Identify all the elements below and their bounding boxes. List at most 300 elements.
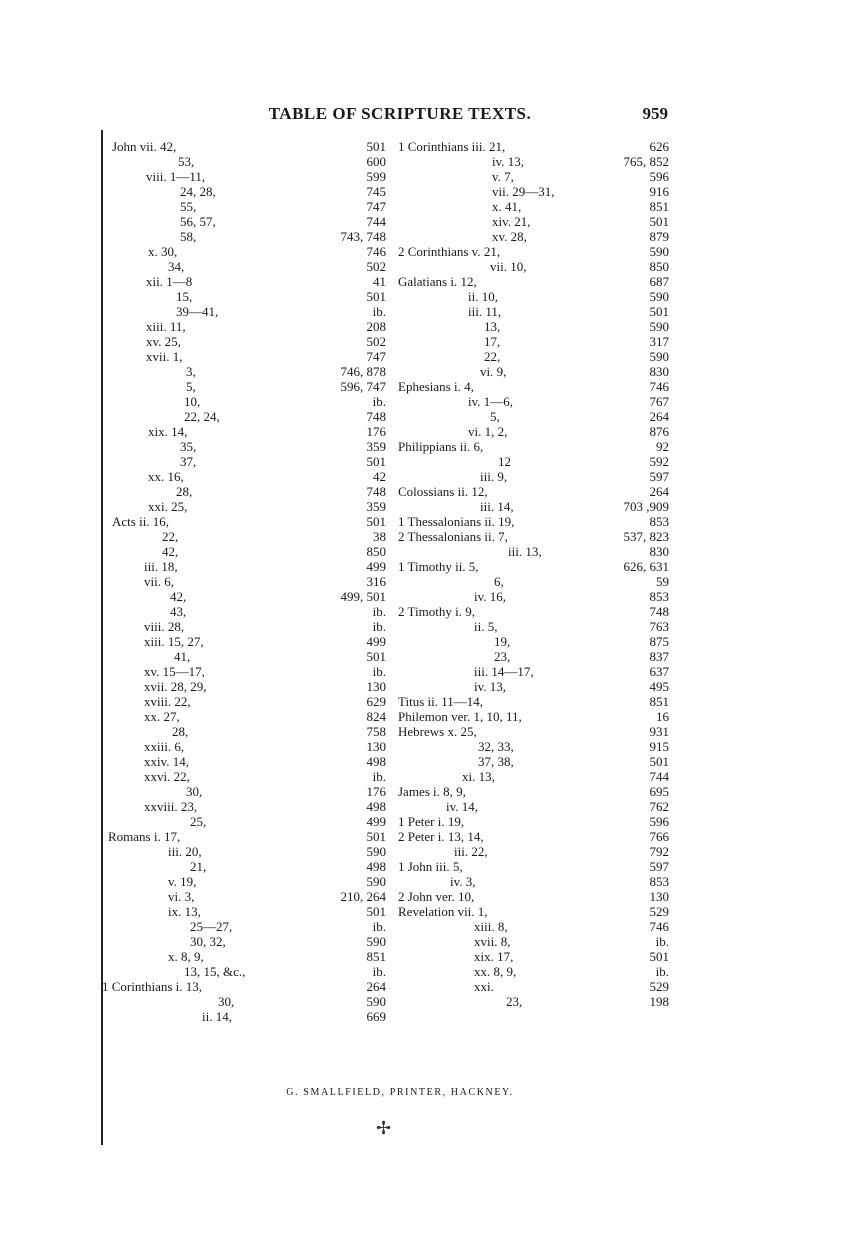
page-reference: ib. — [655, 964, 669, 979]
scripture-reference: xiv. 21, — [492, 214, 531, 229]
scripture-reference: ii. 5, — [474, 619, 498, 634]
index-entry — [112, 409, 386, 424]
page-reference: 590 — [649, 244, 669, 259]
scripture-reference: 42, — [162, 544, 179, 559]
index-entry — [112, 169, 386, 184]
index-entry — [112, 784, 386, 799]
index-entry — [398, 784, 669, 799]
scripture-reference: 13, 15, &c., — [184, 964, 246, 979]
scripture-reference: ix. 13, — [168, 904, 201, 919]
index-entry — [108, 829, 386, 844]
page-reference: 745 — [366, 184, 386, 199]
scripture-reference: xvii. 1, — [146, 349, 183, 364]
scripture-reference: 2 Timothy i. 9, — [398, 604, 475, 619]
index-entry — [398, 799, 669, 814]
scripture-reference: xvii. 28, 29, — [144, 679, 207, 694]
scripture-reference: xi. 13, — [462, 769, 495, 784]
page-reference: 747 — [366, 199, 386, 214]
index-entry — [398, 619, 669, 634]
page-reference: 42 — [373, 469, 386, 484]
page-reference: 502 — [366, 334, 386, 349]
index-entry — [398, 514, 669, 529]
page-reference: 498 — [366, 859, 386, 874]
index-entry — [112, 334, 386, 349]
index-entry — [398, 259, 669, 274]
index-entry — [112, 394, 386, 409]
scripture-reference: Romans i. 17, — [108, 829, 181, 844]
scripture-reference: xv. 25, — [146, 334, 181, 349]
index-entry — [398, 364, 669, 379]
page-reference: 590 — [649, 319, 669, 334]
index-entry — [398, 829, 669, 844]
page-reference: ib. — [372, 769, 386, 784]
scripture-reference: Acts ii. 16, — [112, 514, 170, 529]
scripture-reference: x. 30, — [148, 244, 178, 259]
scripture-reference: 2 Corinthians v. 21, — [398, 244, 501, 259]
index-entry — [398, 274, 669, 289]
page-reference: 499 — [366, 634, 386, 649]
scripture-reference: xxiii. 6, — [144, 739, 185, 754]
index-entry — [112, 769, 386, 784]
page-reference: 758 — [366, 724, 386, 739]
page-reference: 931 — [649, 724, 669, 739]
page-reference: ib. — [655, 934, 669, 949]
index-entry — [112, 499, 386, 514]
index-entry — [112, 679, 386, 694]
scripture-reference: 32, 33, — [478, 739, 514, 754]
page-reference: 597 — [649, 859, 669, 874]
page-reference: 501 — [366, 139, 386, 154]
scripture-reference: xxvi. 22, — [144, 769, 190, 784]
index-entry — [112, 154, 386, 169]
index-entry — [398, 874, 669, 889]
page-reference: 626, 631 — [623, 559, 669, 574]
page-reference: 596, 747 — [340, 379, 386, 394]
index-entry — [398, 439, 669, 454]
scripture-reference: 30, — [186, 784, 203, 799]
index-entry — [398, 169, 669, 184]
scripture-reference: iv. 16, — [474, 589, 507, 604]
page-reference: 501 — [366, 454, 386, 469]
index-entry — [398, 919, 669, 934]
index-entry — [398, 724, 669, 739]
scripture-reference: xiii. 8, — [474, 919, 508, 934]
page-reference: 38 — [373, 529, 386, 544]
page-reference: ib. — [372, 604, 386, 619]
index-entry — [112, 889, 386, 904]
scripture-reference: xxi. — [474, 979, 494, 994]
page-reference: 599 — [366, 169, 386, 184]
scripture-reference: iv. 14, — [446, 799, 479, 814]
scripture-reference: iii. 11, — [468, 304, 502, 319]
index-entry — [112, 424, 386, 439]
scripture-reference: 35, — [180, 439, 197, 454]
page-reference: 529 — [649, 979, 669, 994]
scripture-reference: v. 19, — [168, 874, 197, 889]
index-entry — [112, 709, 386, 724]
scripture-reference: iii. 14—17, — [474, 664, 534, 679]
index-entry — [112, 259, 386, 274]
page-reference: 637 — [649, 664, 669, 679]
index-entry — [112, 484, 386, 499]
scripture-reference: 53, — [178, 154, 195, 169]
scripture-reference: 5, — [186, 379, 196, 394]
scripture-reference: iv. 13, — [474, 679, 507, 694]
scripture-reference: Philippians ii. 6, — [398, 439, 484, 454]
index-entry — [112, 514, 386, 529]
page-reference: 824 — [366, 709, 386, 724]
index-entry — [112, 754, 386, 769]
page-reference: 850 — [649, 259, 669, 274]
index-entry — [398, 529, 669, 544]
scripture-reference: 6, — [494, 574, 504, 589]
index-entry — [398, 649, 669, 664]
index-entry — [398, 979, 669, 994]
scripture-reference: x. 8, 9, — [168, 949, 204, 964]
page-reference: 763 — [649, 619, 669, 634]
index-entry — [112, 349, 386, 364]
page-reference: 359 — [366, 439, 386, 454]
scripture-reference: xiii. 15, 27, — [144, 634, 204, 649]
scripture-reference: Hebrews x. 25, — [398, 724, 477, 739]
page-reference: 596 — [649, 169, 669, 184]
scripture-reference: Ephesians i. 4, — [398, 379, 474, 394]
scripture-reference: 25, — [190, 814, 207, 829]
page-reference: 915 — [649, 739, 669, 754]
page-reference: 851 — [649, 199, 669, 214]
page-reference: 208 — [366, 319, 386, 334]
scripture-reference: 34, — [168, 259, 185, 274]
page-reference: 596 — [649, 814, 669, 829]
scripture-reference: 19, — [494, 634, 511, 649]
index-entry — [398, 994, 669, 1009]
page-reference: 792 — [649, 844, 669, 859]
page-reference: 501 — [366, 829, 386, 844]
page-reference: 130 — [366, 739, 386, 754]
index-entry — [398, 544, 669, 559]
page-reference: 495 — [649, 679, 669, 694]
page-reference: 501 — [649, 754, 669, 769]
index-entry — [398, 394, 669, 409]
scripture-reference: 22, 24, — [184, 409, 220, 424]
page-reference: 501 — [649, 949, 669, 964]
page-reference: 597 — [649, 469, 669, 484]
page-reference: 501 — [366, 649, 386, 664]
index-entry — [112, 439, 386, 454]
page-reference: 830 — [649, 544, 669, 559]
page-reference: 210, 264 — [340, 889, 386, 904]
scripture-reference: 42, — [170, 589, 187, 604]
scripture-reference: xxiv. 14, — [144, 754, 190, 769]
index-entry — [112, 199, 386, 214]
index-entry — [398, 589, 669, 604]
scripture-reference: xviii. 22, — [144, 694, 191, 709]
index-entry — [112, 214, 386, 229]
index-entry — [398, 484, 669, 499]
page-reference: 746, 878 — [340, 364, 386, 379]
scripture-reference: ii. 14, — [202, 1009, 232, 1024]
page-reference: 767 — [649, 394, 669, 409]
page-reference: 316 — [366, 574, 386, 589]
page-reference: 176 — [366, 424, 386, 439]
page-reference: 850 — [366, 544, 386, 559]
scripture-reference: 2 John ver. 10, — [398, 889, 475, 904]
page-reference: ib. — [372, 964, 386, 979]
index-entry — [398, 454, 669, 469]
scripture-reference: 24, 28, — [180, 184, 216, 199]
index-entry — [398, 214, 669, 229]
index-entry — [112, 619, 386, 634]
scripture-reference: xix. 14, — [148, 424, 188, 439]
page-reference: 875 — [649, 634, 669, 649]
index-entry — [398, 289, 669, 304]
page-reference: 499 — [366, 814, 386, 829]
page-reference: 744 — [366, 214, 386, 229]
index-entry — [112, 994, 386, 1009]
printer-ornament-icon: ✢ — [376, 1118, 392, 1138]
scripture-reference: 23, — [506, 994, 523, 1009]
page-reference: 744 — [649, 769, 669, 784]
index-entry — [112, 574, 386, 589]
page-reference: 502 — [366, 259, 386, 274]
page-reference: 600 — [366, 154, 386, 169]
page-reference: 501 — [366, 904, 386, 919]
page-reference: 851 — [649, 694, 669, 709]
index-entry — [112, 319, 386, 334]
index-entry — [398, 634, 669, 649]
index-entry — [398, 904, 669, 919]
index-entry — [398, 694, 669, 709]
index-entry — [398, 334, 669, 349]
page-reference: 130 — [366, 679, 386, 694]
page-reference: 130 — [649, 889, 669, 904]
scripture-reference: 13, — [484, 319, 501, 334]
page-reference: 916 — [649, 184, 669, 199]
page-reference: 876 — [649, 424, 669, 439]
scripture-reference: xii. 1—8 — [146, 274, 193, 289]
page-reference: 499 — [366, 559, 386, 574]
page-reference: 499, 501 — [340, 589, 386, 604]
page-reference: ib. — [372, 664, 386, 679]
page-reference: 537, 823 — [623, 529, 669, 544]
index-entry — [398, 859, 669, 874]
page-reference: 592 — [649, 454, 669, 469]
index-entry — [112, 1009, 386, 1024]
index-entry — [398, 349, 669, 364]
scripture-reference: 25—27, — [190, 919, 233, 934]
page-reference: 765, 852 — [623, 154, 669, 169]
scripture-reference: 22, — [484, 349, 501, 364]
index-entry — [112, 874, 386, 889]
index-entry — [112, 814, 386, 829]
scripture-reference: 17, — [484, 334, 501, 349]
scripture-reference: 2 Thessalonians ii. 7, — [398, 529, 508, 544]
page-reference: 762 — [649, 799, 669, 814]
page-reference: 59 — [656, 574, 669, 589]
page-reference: 264 — [366, 979, 386, 994]
scripture-reference: xx. 27, — [144, 709, 180, 724]
scripture-reference: 10, — [184, 394, 201, 409]
scripture-reference: iii. 9, — [480, 469, 508, 484]
page-reference: 853 — [649, 514, 669, 529]
scripture-reference: vii. 29—31, — [492, 184, 555, 199]
index-entry — [112, 919, 386, 934]
page-reference: 16 — [656, 709, 669, 724]
page-reference: 746 — [366, 244, 386, 259]
index-entry — [112, 724, 386, 739]
scripture-reference: x. 41, — [492, 199, 522, 214]
page-reference: 92 — [656, 439, 669, 454]
index-entry — [112, 274, 386, 289]
page-reference: 176 — [366, 784, 386, 799]
index-entry — [398, 184, 669, 199]
index-entry — [398, 244, 669, 259]
scripture-reference: 22, — [162, 529, 179, 544]
page-reference: 746 — [649, 919, 669, 934]
index-entry — [112, 559, 386, 574]
index-entry — [112, 904, 386, 919]
index-entry — [398, 574, 669, 589]
scripture-reference: iii. 20, — [168, 844, 202, 859]
index-entry — [398, 949, 669, 964]
scripture-reference: 1 Corinthians i. 13, — [102, 979, 203, 994]
page-reference: 747 — [366, 349, 386, 364]
index-entry — [112, 739, 386, 754]
page-reference: 669 — [366, 1009, 386, 1024]
page-reference: 748 — [366, 409, 386, 424]
index-entry — [112, 229, 386, 244]
index-entry — [112, 544, 386, 559]
scripture-reference: James i. 8, 9, — [398, 784, 466, 799]
page-reference: 264 — [649, 484, 669, 499]
page-reference: 501 — [649, 214, 669, 229]
index-entry — [112, 529, 386, 544]
scripture-reference: viii. 1—11, — [146, 169, 206, 184]
page-reference: 837 — [649, 649, 669, 664]
index-entry — [112, 454, 386, 469]
scripture-reference: iii. 22, — [454, 844, 488, 859]
index-entry — [112, 694, 386, 709]
page-reference: 590 — [649, 289, 669, 304]
scripture-reference: xix. 17, — [474, 949, 514, 964]
page-reference: 879 — [649, 229, 669, 244]
scripture-reference: 1 John iii. 5, — [398, 859, 463, 874]
page-reference: 359 — [366, 499, 386, 514]
scripture-reference: 39—41, — [176, 304, 219, 319]
scripture-reference: iv. 1—6, — [468, 394, 514, 409]
index-entry — [112, 949, 386, 964]
page-reference: 590 — [649, 349, 669, 364]
index-entry — [102, 979, 386, 994]
scripture-reference: 2 Peter i. 13, 14, — [398, 829, 484, 844]
page-reference: 830 — [649, 364, 669, 379]
page-reference: 317 — [649, 334, 669, 349]
index-entry — [112, 139, 386, 154]
index-entry — [398, 769, 669, 784]
page-reference: 695 — [649, 784, 669, 799]
index-entry — [112, 304, 386, 319]
index-entry — [112, 364, 386, 379]
index-entry — [112, 799, 386, 814]
scripture-reference: 3, — [186, 364, 196, 379]
scripture-reference: 28, — [176, 484, 193, 499]
page-reference: 853 — [649, 589, 669, 604]
page-reference: 629 — [366, 694, 386, 709]
index-entry — [398, 139, 669, 154]
index-entry — [398, 319, 669, 334]
scripture-reference: Revelation vii. 1, — [398, 904, 488, 919]
page-reference: 498 — [366, 799, 386, 814]
scripture-reference: iii. 14, — [480, 499, 514, 514]
page-reference: ib. — [372, 919, 386, 934]
scripture-reference: Titus ii. 11—14, — [398, 694, 484, 709]
index-entry — [398, 604, 669, 619]
index-entry — [112, 379, 386, 394]
scripture-reference: 12 — [498, 454, 511, 469]
page-reference: 766 — [649, 829, 669, 844]
page-reference: 746 — [649, 379, 669, 394]
index-entry — [398, 199, 669, 214]
page-reference: 590 — [366, 844, 386, 859]
index-entry — [398, 424, 669, 439]
right-column — [398, 139, 669, 1009]
scripture-reference: 1 Thessalonians ii. 19, — [398, 514, 515, 529]
index-entry — [398, 844, 669, 859]
page-reference: 498 — [366, 754, 386, 769]
scripture-reference: v. 7, — [492, 169, 514, 184]
scripture-reference: vi. 1, 2, — [468, 424, 508, 439]
index-entry — [112, 649, 386, 664]
scripture-reference: 55, — [180, 199, 197, 214]
index-entry — [112, 934, 386, 949]
page-reference: ib. — [372, 394, 386, 409]
index-entry — [112, 244, 386, 259]
page-title: TABLE OF SCRIPTURE TEXTS. — [268, 104, 532, 123]
index-entry — [398, 709, 669, 724]
index-entry — [398, 559, 669, 574]
scripture-reference: 1 Corinthians iii. 21, — [398, 139, 506, 154]
page-reference: 853 — [649, 874, 669, 889]
scripture-reference: xv. 15—17, — [144, 664, 205, 679]
page-reference: ib. — [372, 304, 386, 319]
scripture-reference: 30, — [218, 994, 235, 1009]
index-entry — [112, 184, 386, 199]
index-entry — [112, 589, 386, 604]
scripture-reference: Colossians ii. 12, — [398, 484, 488, 499]
page-reference: 748 — [649, 604, 669, 619]
page-reference: 687 — [649, 274, 669, 289]
scripture-reference: 1 Timothy ii. 5, — [398, 559, 479, 574]
index-entry — [398, 754, 669, 769]
index-entry — [112, 964, 386, 979]
scripture-reference: 30, 32, — [190, 934, 226, 949]
index-entry — [398, 154, 669, 169]
index-entry — [112, 289, 386, 304]
page-reference: 703 ,909 — [623, 499, 669, 514]
scripture-reference: 56, 57, — [180, 214, 216, 229]
scripture-reference: 37, 38, — [478, 754, 514, 769]
index-entry — [398, 889, 669, 904]
scripture-reference: xxi. 25, — [148, 499, 188, 514]
index-entry — [398, 304, 669, 319]
page-reference: 590 — [366, 994, 386, 1009]
index-entry — [398, 739, 669, 754]
scripture-reference: 41, — [174, 649, 191, 664]
scripture-reference: xvii. 8, — [474, 934, 511, 949]
index-entry — [112, 859, 386, 874]
index-entry — [112, 604, 386, 619]
scripture-reference: Galatians i. 12, — [398, 274, 477, 289]
